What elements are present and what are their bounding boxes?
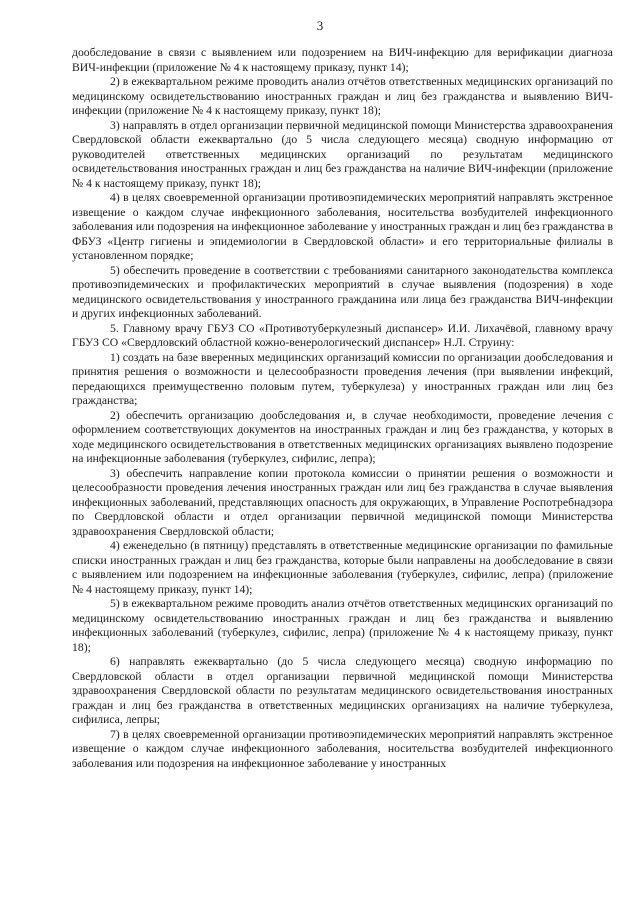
paragraph: 5) в ежеквартальном режиме проводить анализ отчётов ответственных медицинских организаций по медицинскому освидетельствованию иностранных граждан и лиц без гражданства и выявлению инфекционных заболеваний (туберкулез, сифилис, лепра) (приложение № 4 к настоящему приказу, пункт 18); — [72, 597, 613, 654]
paragraph: дообследование в связи с выявлением или подозрением на ВИЧ-инфекцию для верификации диагноза ВИЧ-инфекции (приложение № 4 к настоящему приказу, пункт 14); — [72, 46, 613, 74]
document-body — [72, 46, 613, 771]
paragraph: 6) направлять ежеквартально (до 5 числа следующего месяца) сводную информацию по Свердловской области в отдел организации первичной медицинской помощи Министерства здравоохранения Свердловской области по результатам медицинского освидетельствования иностранных граждан и лиц без гражданства в ответственных медицинских организациях на наличие туберкулеза, сифилиса, лепры; — [72, 655, 613, 726]
paragraph: 3) обеспечить направление копии протокола комиссии о принятии решения о возможности и целесообразности проведения лечения иностранных граждан или лиц без гражданства в случае выявления инфекционных заболеваний, представляющих опасность для окружающих, в Управление Роспотребнадзора по Свердловской области и отдел организации первичной медицинской помощи Министерства здравоохранения Свердловской области; — [72, 466, 613, 538]
paragraph: 4) в целях своевременной организации противоэпидемических мероприятий направлять экстренное извещение о каждом случае инфекционного заболевания, носительства возбудителей инфекционного заболевания или подозрения на инфекционное заболевание у иностранных граждан и лиц без гражданства в ФБУЗ «Центр гигиены и эпидемиологии в Свердловской области» и его территориальные филиалы в установленном порядке; — [72, 191, 613, 262]
paragraph: 4) еженедельно (в пятницу) представлять в ответственные медицинские организации по фамильные списки иностранных граждан и лиц без гражданства, которые были направлены на дообследование в связи с выявлением или подозрением на инфекционные заболевания (туберкулез, сифилис, лепра) (приложение № 4 настоящему приказу, пункт 14); — [72, 539, 613, 596]
paragraph: 1) создать на базе вверенных медицинских организаций комиссии по организации дообследования и принятия решения о возможности и целесообразности проведения лечения (при выявлении инфекций, передающихся преимущественно половым путем, туберкулеза) у иностранных граждан или лиц без гражданства; — [72, 350, 613, 407]
paragraph: 3) направлять в отдел организации первичной медицинской помощи Министерства здравоохранения Свердловской области ежеквартально (до 5 числа следующего месяца) сводную информацию от руководителей ответственных медицинских организаций по результатам медицинского освидетельствования иностранных граждан и лиц без гражданства на наличие ВИЧ-инфекции (приложение № 4 к настоящему приказу, пункт 18); — [72, 118, 613, 190]
paragraph: 7) в целях своевременной организации противоэпидемических мероприятий направлять экстренное извещение о каждом случае инфекционного заболевания, носительства возбудителей инфекционного заболевания или подозрения на инфекционное заболевание у иностранных — [72, 727, 613, 770]
page-number: 3 — [316, 18, 324, 33]
paragraph: 2) обеспечить организацию дообследования и, в случае необходимости, проведение лечения с оформлением соответствующих документов на иностранных граждан и лиц без гражданства, у которых в ходе медицинского освидетельствования в ответственных медицинских организациях выявлено подозрение на инфекционные заболевания (туберкулез, сифилис, лепра); — [72, 408, 613, 465]
paragraph: 5. Главному врачу ГБУЗ СО «Противотуберкулезный диспансер» И.И. Лихачёвой, главному врачу ГБУЗ СО «Свердловский областной кожно-венерологический диспансер» Н.Л. Струину: — [72, 321, 613, 349]
paragraph: 2) в ежеквартальном режиме проводить анализ отчётов ответственных медицинских организаций по медицинскому освидетельствованию иностранных граждан и лиц без гражданства и выявлению ВИЧ-инфекции (приложение № 4 к настоящему приказу, пункт 18); — [72, 75, 613, 117]
paragraph: 5) обеспечить проведение в соответствии с требованиями санитарного законодательства комплекса противоэпидемических и профилактических мероприятий в случае выявления (подозрения) в ходе медицинского освидетельствования у иностранного гражданина или лица без гражданства ВИЧ-инфекции и других инфекционных заболеваний. — [72, 263, 613, 320]
